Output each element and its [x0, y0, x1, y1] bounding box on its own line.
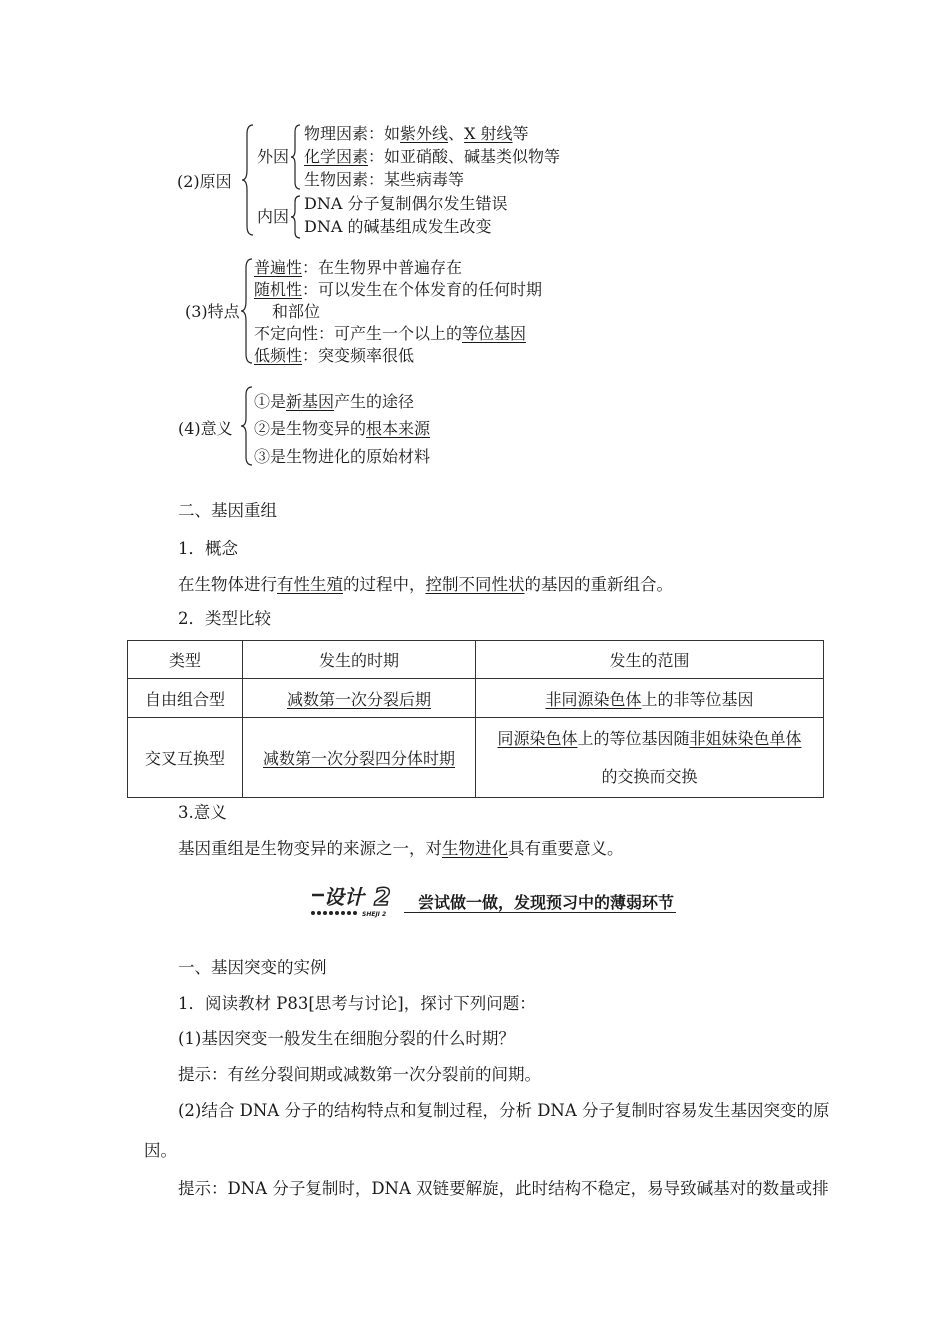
traits-brace	[240, 258, 254, 364]
practice-q1b-line1: (2)结合 DNA 分子的结构特点和复制过程，分析 DNA 分子复制时容易发生基因突变的原	[178, 1101, 830, 1120]
significance-label: (4)意义	[178, 419, 233, 438]
banner-title: 尝试做一做，发现预习中的薄弱环节	[418, 893, 675, 912]
table-row	[128, 718, 824, 798]
practice-a2: 提示：DNA 分子复制时，DNA 双链要解旋，此时结构不稳定，易导致碱基对的数量或排	[178, 1179, 829, 1198]
chemical-factor: 化学因素：如亚硝酸、碱基类似物等	[304, 147, 561, 166]
practice-q1b-line2: 因。	[144, 1141, 177, 1160]
trait-random: 随机性：可以发生在个体发育的任何时期	[254, 280, 543, 299]
trait-random-cont: 和部位	[272, 302, 321, 321]
internal-reason-1: DNA 分子复制偶尔发生错误	[304, 194, 508, 213]
traits-label: (3)特点	[185, 302, 240, 321]
external-brace	[290, 124, 302, 190]
table-row	[128, 679, 824, 718]
external-label: 外因	[257, 147, 290, 166]
cell-type: 自由组合型	[128, 679, 243, 718]
significance-item-2: ②是生物变异的根本来源	[254, 419, 431, 438]
svg-text:设计: 设计	[324, 885, 364, 909]
practice-a1: 提示：有丝分裂间期或减数第一次分裂前的间期。	[178, 1065, 541, 1084]
cell-period: 减数第一次分裂后期	[243, 679, 476, 718]
practice-heading: 一、基因突变的实例	[178, 958, 327, 977]
table-header-period: 发生的时期	[243, 641, 476, 679]
table-header-type: 类型	[128, 641, 243, 679]
internal-reason-2: DNA 的碱基组成发生改变	[304, 217, 492, 236]
svg-text:SHEJI 2: SHEJI 2	[362, 911, 387, 918]
cell-range: 非同源染色体上的非等位基因	[476, 679, 824, 718]
recomb-type-table	[127, 640, 824, 798]
recomb-heading: 二、基因重组	[178, 501, 277, 520]
internal-label: 内因	[257, 207, 290, 226]
internal-brace	[290, 195, 302, 239]
meaning-title: 3.意义	[178, 803, 227, 822]
biological-factor: 生物因素：某些病毒等	[304, 170, 465, 189]
cell-range: 同源染色体上的等位基因随非姐妹染色单体 的交换而交换	[476, 718, 824, 798]
trait-universal: 普遍性：在生物界中普遍存在	[254, 258, 463, 277]
types-title: 2．类型比较	[178, 609, 271, 628]
cell-type: 交叉互换型	[128, 718, 243, 798]
trait-lowfreq: 低频性：突变频率很低	[254, 346, 415, 365]
concept-text: 在生物体进行有性生殖的过程中，控制不同性状的基因的重新组合。	[178, 575, 673, 594]
trait-undirected: 不定向性：可产生一个以上的等位基因	[254, 324, 527, 343]
practice-q1a: (1)基因突变一般发生在细胞分裂的什么时期？	[178, 1029, 515, 1048]
concept-title: 1．概念	[178, 539, 238, 558]
cause-brace	[241, 124, 255, 236]
sheji-logo-icon	[308, 882, 416, 918]
significance-item-1: ①是新基因产生的途径	[254, 392, 415, 411]
section-banner	[308, 882, 676, 918]
physical-factor: 物理因素：如紫外线、X 射线等	[304, 124, 529, 143]
banner-underline	[404, 912, 676, 913]
svg-text:2: 2	[374, 883, 391, 911]
meaning-text: 基因重组是生物变异的来源之一，对生物进化具有重要意义。	[178, 839, 624, 858]
practice-q1: 1．阅读教材 P83[思考与讨论]，探讨下列问题：	[178, 994, 536, 1013]
table-header-range: 发生的范围	[476, 641, 824, 679]
significance-item-3: ③是生物进化的原始材料	[254, 447, 431, 466]
table-header-row	[128, 641, 824, 679]
cause-label: (2)原因	[177, 172, 232, 191]
cell-period: 减数第一次分裂四分体时期	[243, 718, 476, 798]
significance-brace	[240, 386, 254, 466]
